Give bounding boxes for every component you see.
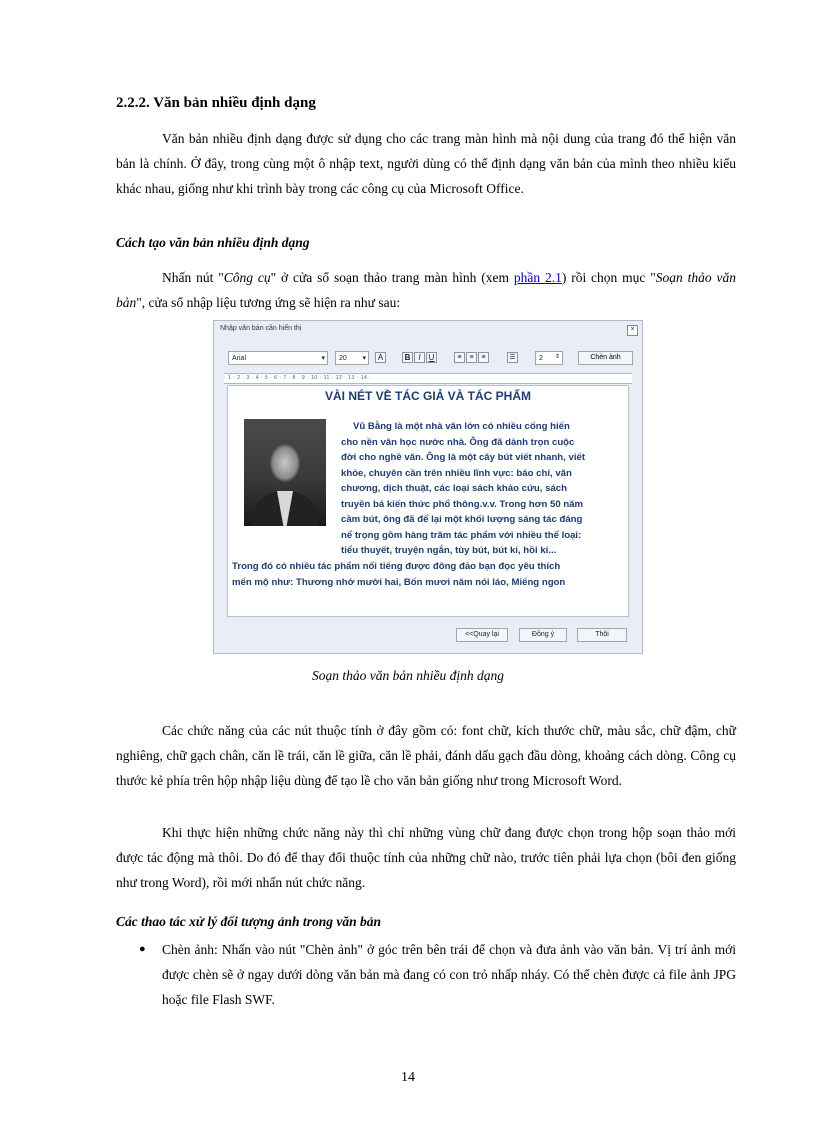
bullet-list-icon[interactable]: ☰ [507, 352, 518, 363]
bullet-list [116, 937, 736, 1012]
list-item [116, 937, 736, 1012]
editor-dialog [213, 320, 643, 654]
content-line: tiểu thuyết, truyện ngắn, tùy bút, bút kí, hồi kí... [341, 545, 557, 556]
editor-area[interactable] [227, 385, 629, 617]
page-number: 14 [401, 1070, 415, 1085]
intro-paragraph [116, 126, 736, 201]
insert-image-button[interactable]: Chèn ảnh [578, 351, 633, 365]
create-text-part1: Nhấn nút " [162, 270, 224, 285]
line-spacing-value: 2 [539, 355, 543, 362]
chevron-down-icon: ▾ [362, 355, 366, 362]
back-button[interactable]: <<Quay lại [456, 628, 508, 642]
bold-button[interactable]: B [402, 352, 413, 363]
functions-text: Các chức năng của các nút thuộc tính ở đây gồm có: font chữ, kích thước chữ, màu sắc, chữ đậm, chữ nghiêng, chữ gạch chân, căn lề trái, căn lề giữa, căn lề phải, đánh dấu gạch đầu dòng, khoảng cách dòng. Công cụ thước kẻ phía trên hộp nhập liệu dùng để tạo lề cho văn bản giống như trong Microsoft Word. [116, 723, 736, 788]
create-text-part3: ) rồi chọn mục " [561, 270, 656, 285]
line-spacing-stepper[interactable] [535, 351, 563, 365]
intro-text: Văn bản nhiều định dạng được sử dụng cho các trang màn hình mà nội dung của trang đó thể hiện văn bản là chính. Ở đây, trong cùng một ô nhập text, người dùng có thể định dạng văn bản của mình theo nhiều kiểu khác nhau, giống như khi trình bày trong các công cụ của Microsoft Office. [116, 131, 736, 196]
content-body [228, 386, 628, 616]
content-line: nể trọng gồm hàng trăm tác phẩm với nhiều thể loại: [341, 530, 582, 541]
stepper-arrows-icon: ⇕ [554, 354, 560, 360]
bullet-text: Chèn ảnh: Nhấn vào nút "Chèn ảnh" ở góc trên bên trái để chọn và đưa ảnh vào văn bản. Vị trí ảnh mới được chèn sẽ ở ngay dưới dòng văn bản mà đang có con trỏ nhấp nháy. Có thể chèn được cả file ảnh JPG hoặc file Flash SWF. [162, 942, 736, 1007]
dialog-title: Nhập văn bản cần hiển thị [220, 325, 302, 332]
ruler[interactable]: · 1 · 2 · 3 · 4 · 5 · 6 · 7 · 8 · 9 · 10 · 11 · 12 · 13 · 14 · [224, 373, 632, 384]
size-select[interactable] [335, 351, 369, 365]
create-text-part4: ", cửa sổ nhập liệu tương ứng sẽ hiện ra như sau: [136, 295, 401, 310]
content-line: khỏe, chuyên cần trên nhiều lĩnh vực: báo chí, văn [341, 468, 572, 479]
align-right-icon[interactable]: ≡ [478, 352, 489, 363]
bullet-icon: ● [139, 943, 146, 955]
functions-paragraph [116, 718, 736, 793]
cancel-button[interactable]: Thôi [577, 628, 627, 642]
create-tool-name: Công cụ [223, 270, 271, 285]
content-line: Vũ Bằng là một nhà văn lớn có nhiều cống hiến [353, 421, 570, 432]
content-line-full: mến mộ như: Thương nhớ mười hai, Bốn mươi năm nói láo, Miếng ngon [232, 577, 566, 588]
content-line: chương, dịch thuật, các loại sách khảo cứu, sách [341, 483, 567, 494]
text-color-button[interactable]: A [375, 352, 386, 363]
create-text-part2: " ở cửa sổ soạn thảo trang màn hình (xem [270, 270, 514, 285]
content-line: đời cho nghề văn. Ông là một cây bút viết nhanh, viết [341, 452, 586, 463]
subheading-create: Cách tạo văn bản nhiều định dạng [116, 235, 310, 250]
create-menu-name: Soạn thảo văn bản [116, 270, 736, 310]
content-line: cầm bút, ông đã để lại một khối lượng sáng tác đáng [341, 514, 583, 525]
close-icon[interactable]: × [627, 325, 638, 336]
figure-caption: Soạn thảo văn bản nhiều định dạng [312, 668, 504, 683]
create-text [116, 265, 736, 315]
create-paragraph [116, 265, 736, 315]
italic-button[interactable]: I [414, 352, 425, 363]
content-line-full: Trong đó có nhiều tác phẩm nổi tiếng được đông đảo bạn đọc yêu thích [232, 561, 561, 572]
selection-paragraph [116, 820, 736, 895]
subheading-images: Các thao tác xử lý đối tượng ảnh trong văn bản [116, 914, 381, 929]
ok-button[interactable]: Đồng ý [519, 628, 567, 642]
font-value: Arial [232, 355, 247, 362]
align-center-icon[interactable]: ≡ [466, 352, 477, 363]
font-select[interactable] [228, 351, 328, 365]
content-line: cho nền văn học nước nhà. Ông đã dành trọn cuộc [341, 437, 575, 448]
align-left-icon[interactable]: ≡ [454, 352, 465, 363]
chevron-down-icon: ▾ [321, 355, 325, 362]
content-line: truyền bá kiến thức phổ thông.v.v. Trong hơn 50 năm [341, 499, 584, 510]
size-value: 20 [339, 355, 347, 362]
underline-button[interactable]: U [426, 352, 437, 363]
content-title: VÀI NÉT VỀ TÁC GIẢ VÀ TÁC PHẨM [324, 389, 531, 403]
section-heading: 2.2.2. Văn bản nhiều định dạng [116, 95, 316, 111]
section-link[interactable]: phần 2.1 [513, 270, 562, 285]
selection-text: Khi thực hiện những chức năng này thì chỉ những vùng chữ đang được chọn trong hộp soạn thảo mới được tác động mà thôi. Do đó để thay đổi thuộc tính của những chữ nào, trước tiên phải lựa chọn (bôi đen giống như trong Word), rồi mới nhấn nút chức năng. [116, 825, 736, 890]
